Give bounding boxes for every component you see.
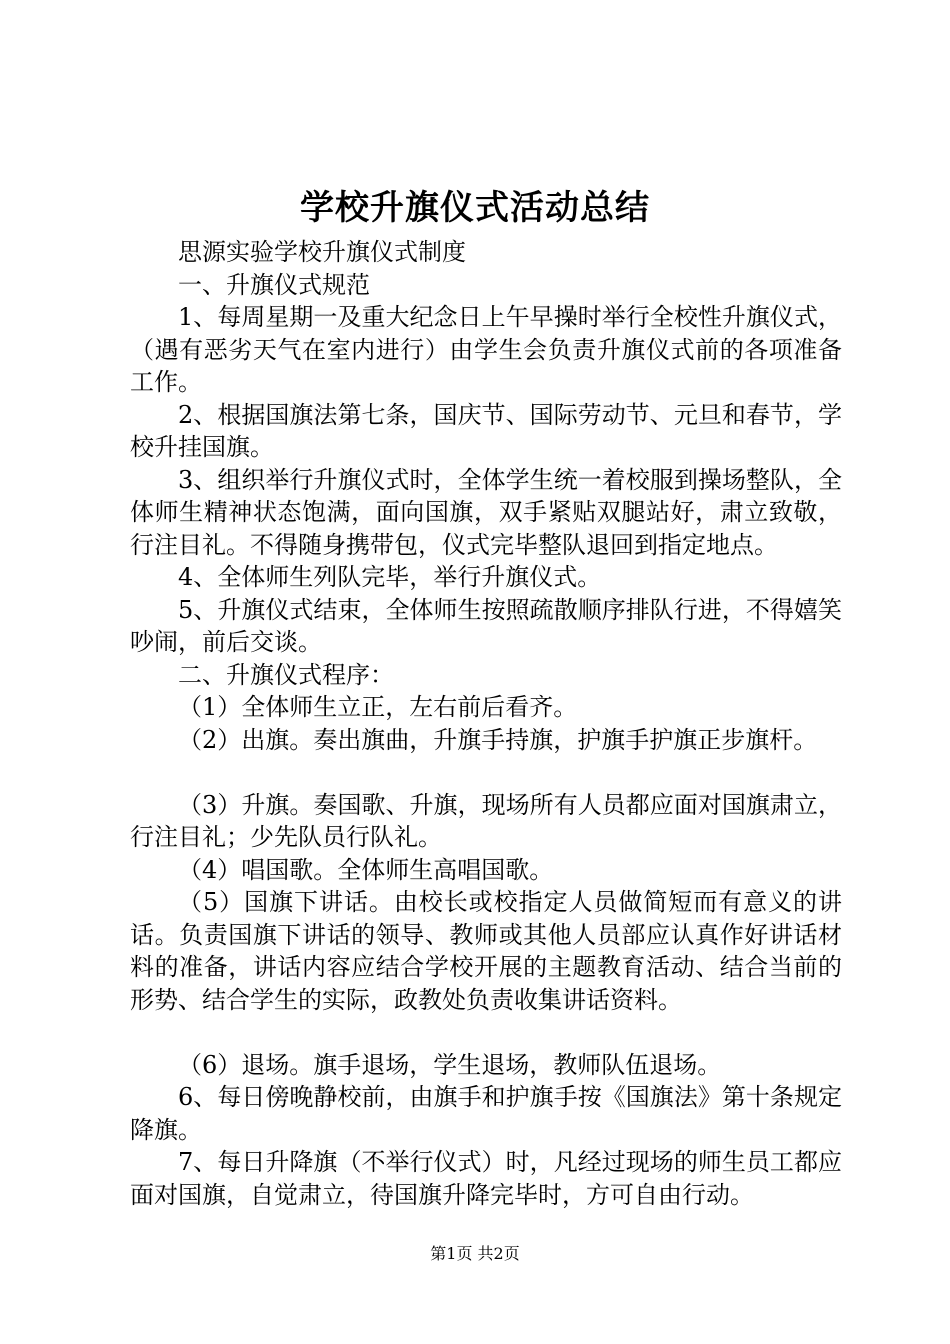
paragraph-rule-1: 1、每周星期一及重大纪念日上午早操时举行全校性升旗仪式，（遇有恶劣天气在室内进行）由学生会负责升旗仪式前的各项准备工作。 <box>130 303 842 396</box>
paragraph-subtitle: 思源实验学校升旗仪式制度 <box>178 238 466 266</box>
paragraph-step-1: （1）全体师生立正，左右前后看齐。 <box>178 693 578 721</box>
paragraph-step-4: （4）唱国歌。全体师生高唱国歌。 <box>178 855 554 884</box>
page-number-footer: 第1页 共2页 <box>430 1244 520 1263</box>
paragraph-rule-7: 7、每日升降旗（不举行仪式）时，凡经过现场的师生员工都应面对国旗，自觉肃立，待国旗升降完毕时，方可自由行动。 <box>130 1148 842 1209</box>
paragraph-rule-2: 2、根据国旗法第七条，国庆节、国际劳动节、元旦和春节，学校升挂国旗。 <box>130 400 842 461</box>
paragraph-rule-3: 3、组织举行升旗仪式时，全体学生统一着校服到操场整队，全体师生精神状态饱满，面向国旗，双手紧贴双腿站好，肃立致敬，行注目礼。不得随身携带包，仪式完毕整队退回到指定地点。 <box>130 465 842 559</box>
document-title: 学校升旗仪式活动总结 <box>300 188 650 228</box>
paragraph-rule-4: 4、全体师生列队完毕，举行升旗仪式。 <box>178 563 602 591</box>
paragraph-rule-6: 6、每日傍晚静校前，由旗手和护旗手按《国旗法》第十条规定降旗。 <box>130 1083 842 1144</box>
document-body <box>130 236 842 1211</box>
paragraph-section-2-heading: 二、升旗仪式程序： <box>178 660 394 689</box>
paragraph-step-6: （6）退场。旗手退场，学生退场，教师队伍退场。 <box>178 1050 722 1079</box>
blank-line <box>130 756 842 789</box>
blank-line <box>130 1016 842 1049</box>
paragraph-step-5: （5）国旗下讲话。由校长或校指定人员做简短而有意义的讲话。负责国旗下讲话的领导、教师或其他人员部应认真作好讲话材料的准备，讲话内容应结合学校开展的主题教育活动、结合当前的形势、结合学生的实际，政教处负责收集讲话资料。 <box>130 888 842 1014</box>
paragraph-step-3: （3）升旗。奏国歌、升旗，现场所有人员都应面对国旗肃立，行注目礼；少先队员行队礼。 <box>130 790 842 851</box>
paragraph-step-2: （2）出旗。奏出旗曲，升旗手持旗，护旗手护旗正步旗杆。 <box>178 725 818 754</box>
paragraph-rule-5: 5、升旗仪式结束，全体师生按照疏散顺序排队行进，不得嬉笑吵闹，前后交谈。 <box>130 595 842 656</box>
paragraph-section-1-heading: 一、升旗仪式规范 <box>178 270 370 299</box>
